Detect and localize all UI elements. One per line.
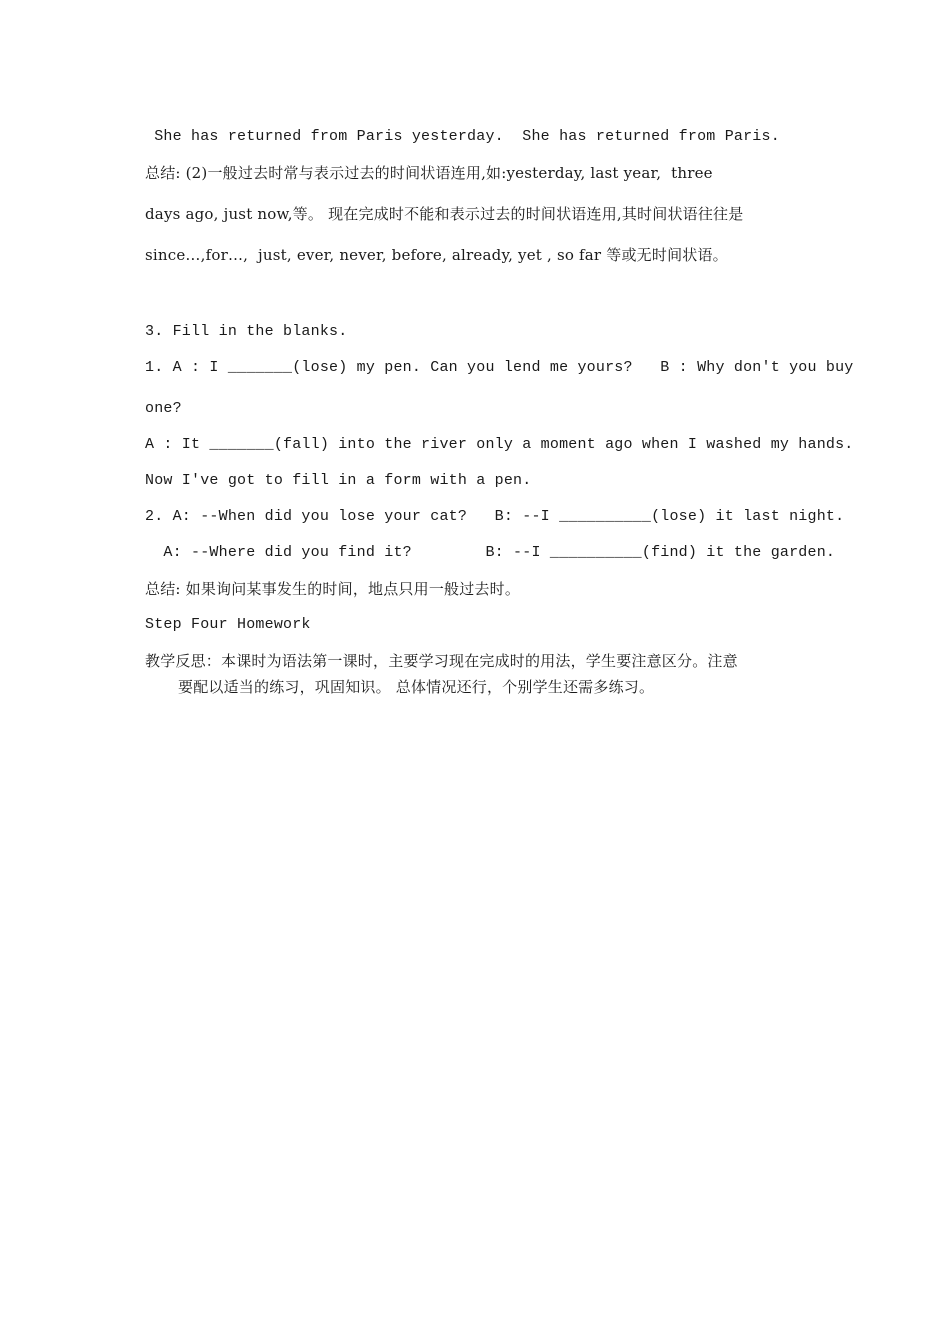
example-sentence: She has returned from Paris yesterday. She has returned from Paris. — [145, 128, 780, 145]
exercise-heading: 3. Fill in the blanks. — [145, 323, 348, 340]
summary-2: 总结: 如果询问某事发生的时间，地点只用一般过去时。 — [145, 580, 521, 598]
exercise-q1-line-2: one? — [145, 400, 182, 417]
exercise-q1-line-3: A : It _______(fall) into the river only a moment ago when I washed my hands. — [145, 436, 854, 453]
homework-step: Step Four Homework — [145, 616, 311, 633]
reflection-line-1: 教学反思：本课时为语法第一课时，主要学习现在完成时的用法，学生要注意区分。注意 — [145, 652, 738, 670]
exercise-q1-line-1: 1. A : I _______(lose) my pen. Can you lend me yours? B : Why don't you buy — [145, 359, 854, 376]
exercise-q1-line-4: Now I've got to fill in a form with a pen. — [145, 472, 532, 489]
summary-1-line-3: since…,for…, just, ever, never, before, already, yet , so far 等或无时间状语。 — [145, 246, 728, 264]
exercise-q2-line-2: A: --Where did you find it? B: --I __________(find) it the garden. — [145, 544, 836, 561]
exercise-q2-line-1: 2. A: --When did you lose your cat? B: --I __________(lose) it last night. — [145, 508, 845, 525]
summary-1-line-1: 总结: (2)一般过去时常与表示过去的时间状语连用,如:yesterday, last year, three — [145, 164, 713, 182]
reflection-line-2: 要配以适当的练习，巩固知识。 总体情况还行，个别学生还需多练习。 — [178, 678, 655, 696]
summary-1-line-2: days ago, just now,等。 现在完成时不能和表示过去的时间状语连用,其时间状语往往是 — [145, 205, 744, 223]
